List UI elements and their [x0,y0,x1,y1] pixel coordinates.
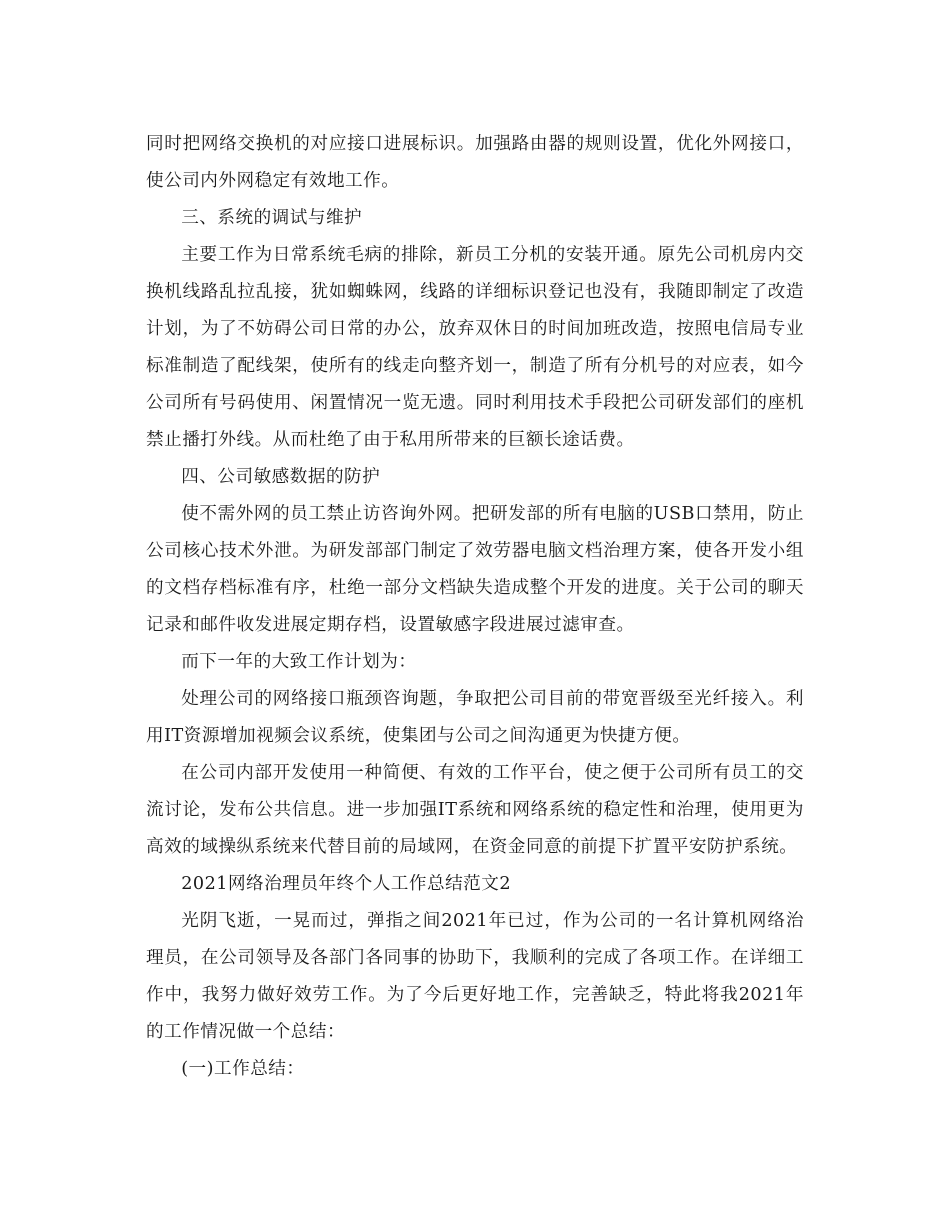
article-title-2: 2021网络治理员年终个人工作总结范文2 [181,874,512,894]
section-heading-4: 四、公司敏感数据的防护 [181,467,381,487]
subsection-heading-work-summary: (一)工作总结： [181,1059,305,1079]
paragraph-maintenance: 主要工作为日常系统毛病的排除，新员工分机的安装开通。原先公司机房内交换机线路乱拉乱接，犹如蜘蛛网，线路的详细标识登记也没有，我随即制定了改造计划，为了不妨碍公司日常的办公，放弃双休日的时间加班改造，按照电信局专业标准制造了配线架，使所有的线走向整齐划一，制造了所有分机号的对应表，如今公司所有号码使用、闲置情况一览无遗。同时利用技术手段把公司研发部们的座机禁止播打外线。从而杜绝了由于私用所带来的巨额长途话费。 [146,245,804,450]
paragraph-plan-platform: 在公司内部开发使用一种简便、有效的工作平台，使之便于公司所有员工的交流讨论，发布公共信息。进一步加强IT系统和网络系统的稳定性和治理，使用更为高效的域操纵系统来代替目前的局域网，在资金同意的前提下扩置平安防护系统。 [146,763,804,857]
paragraph-plan-network: 处理公司的网络接口瓶颈咨询题，争取把公司目前的带宽晋级至光纤接入。利用IT资源增加视频会议系统，使集团与公司之间沟通更为快捷方便。 [146,689,804,746]
section-heading-3: 三、系统的调试与维护 [181,208,363,228]
paragraph-intro-2: 光阴飞逝，一晃而过，弹指之间2021年已过，作为公司的一名计算机网络治理员，在公司领导及各部门各同事的协助下，我顺利的完成了各项工作。在详细工作中，我努力做好效劳工作。为了今后更好地工作，完善缺乏，特此将我2021年的工作情况做一个总结： [146,911,804,1042]
paragraph-data-protection: 使不需外网的员工禁止访咨询外网。把研发部的所有电脑的USB口禁用，防止公司核心技术外泄。为研发部部门制定了效劳器电脑文档治理方案，使各开发小组的文档存档标准有序，杜绝一部分文档缺失造成整个开发的进度。关于公司的聊天记录和邮件收发进展定期存档，设置敏感字段进展过滤审查。 [146,504,804,635]
paragraph-plan-intro: 而下一年的大致工作计划为： [181,652,417,672]
paragraph-continuation: 同时把网络交换机的对应接口进展标识。加强路由器的规则设置，优化外网接口，使公司内外网稳定有效地工作。 [146,134,804,191]
document-body [146,126,804,1088]
